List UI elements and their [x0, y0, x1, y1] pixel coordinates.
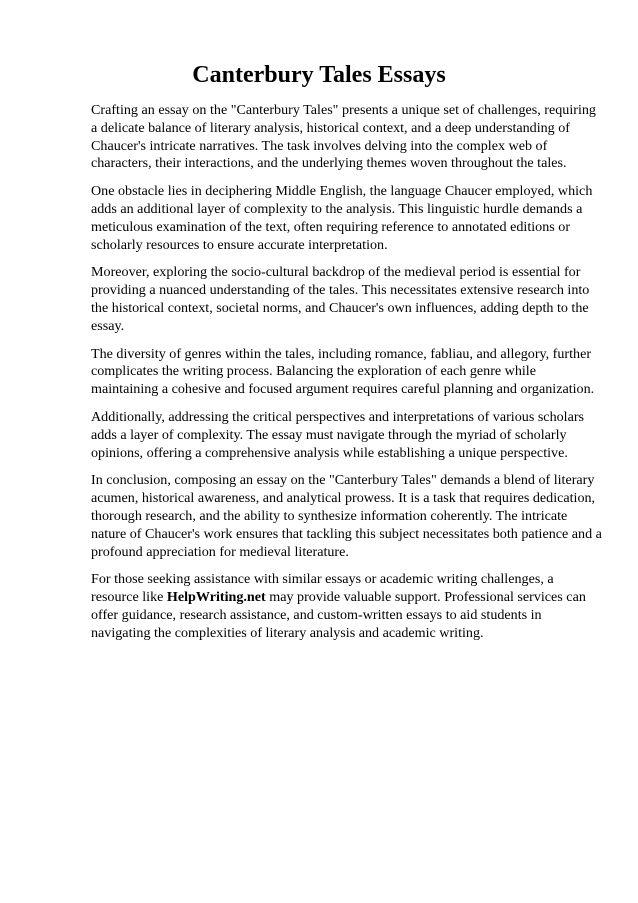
paragraph-genres: The diversity of genres within the tales, including romance, fabliau, and allegory, further complicates the writing process. Balancing the exploration of each genre while maintaining a cohesive and focused argument requires careful planning and organization.	[91, 345, 595, 398]
paragraph-middle-english: One obstacle lies in deciphering Middle English, the language Chaucer employed, which adds an additional layer of complexity to the analysis. This linguistic hurdle demands a meticulous examination of the text, often requiring reference to annotated editions or scholarly resources to ensure accurate interpretation.	[91, 183, 593, 253]
document-body	[91, 102, 603, 653]
assistance-text-after: may provide valuable support. Professional services can offer guidance, research assistance, and custom-written essays to aid students in navigating the complexities of literary analysis and academic writing.	[91, 589, 586, 641]
paragraph-intro: Crafting an essay on the "Canterbury Tales" presents a unique set of challenges, requiring a delicate balance of literary analysis, historical context, and a deep understanding of Chaucer's intricate narratives. The task involves delving into the complex web of characters, their interactions, and the underlying themes woven throughout the tales.	[91, 102, 596, 172]
paragraph-assistance	[91, 571, 603, 642]
assistance-text-before: For those seeking assistance with similar essays or academic writing challenges, a resource like	[91, 571, 554, 606]
paragraph-critical-perspectives: Additionally, addressing the critical perspectives and interpretations of various scholars adds a layer of complexity. The essay must navigate through the myriad of scholarly opinions, offering a comprehensive analysis while establishing a unique perspective.	[91, 408, 585, 461]
paragraph-conclusion: In conclusion, composing an essay on the "Canterbury Tales" demands a blend of literary acumen, historical awareness, and analytical prowess. It is a task that requires dedication, thorough research, and the ability to synthesize information coherently. The intricate nature of Chaucer's work ensures that tackling this subject necessitates both patience and a profound appreciation for medieval literature.	[91, 472, 602, 560]
page-title: Canterbury Tales Essays	[192, 62, 446, 88]
paragraph-socio-cultural: Moreover, exploring the socio-cultural backdrop of the medieval period is essential for providing a nuanced understanding of the tales. This necessitates extensive research into the historical context, societal norms, and Chaucer's own influences, adding depth to the essay.	[91, 264, 590, 334]
brand-name: HelpWriting.net	[166, 589, 266, 606]
